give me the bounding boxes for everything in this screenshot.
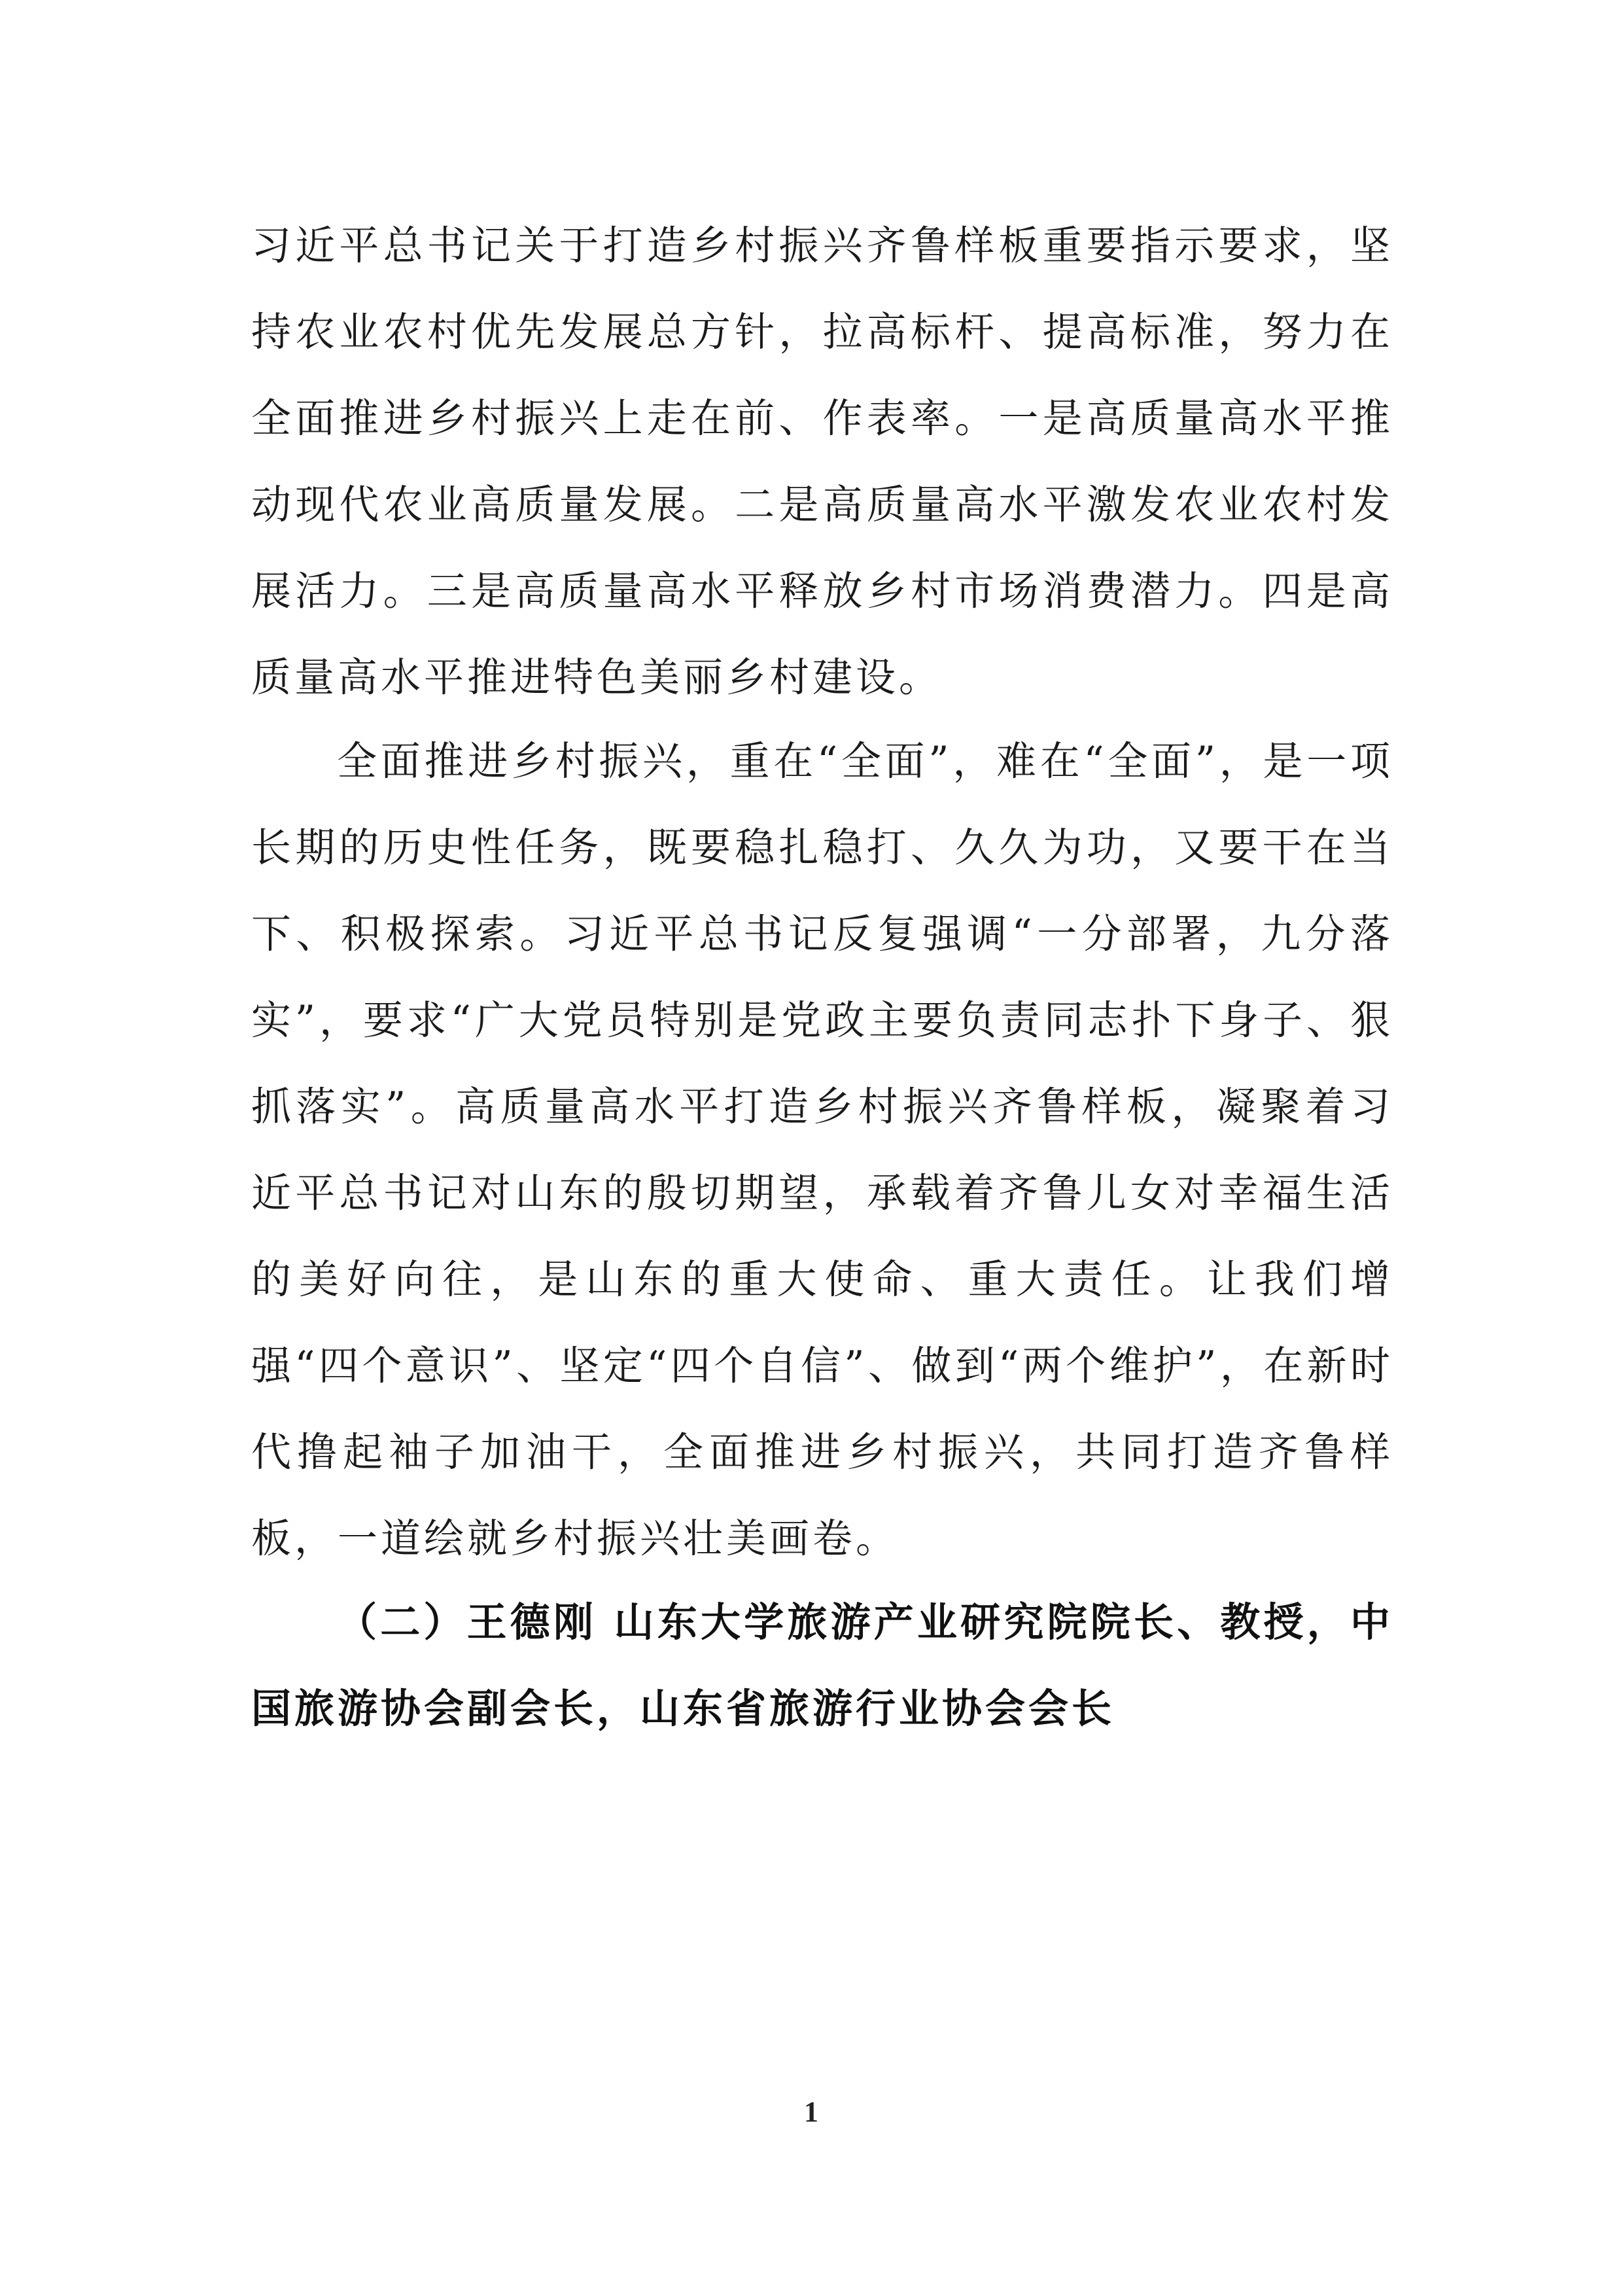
body-paragraph-1: 习近平总书记关于打造乡村振兴齐鲁样板重要指示要求，坚持农业农村优先发展总方针，拉高标杆、提高标准，努力在全面推进乡村振兴上走在前、作表率。一是高质量高水平推动现代农业高质量发展。二是高质量高水平激发农业农村发展活力。三是高质量高水平释放乡村市场消费潜力。四是高质量高水平推进特色美丽乡村建设。 [251,222,1393,701]
body-paragraph-2: 全面推进乡村振兴，重在“全面”，难在“全面”，是一项长期的历史性任务，既要稳扎稳打、久久为功，又要干在当下、积极探索。习近平总书记反复强调“一分部署，九分落实”，要求“广大党员特别是党政主要负责同志扑下身子、狠抓落实”。高质量高水平打造乡村振兴齐鲁样板，凝聚着习近平总书记对山东的殷切期望，承载着齐鲁儿女对幸福生活的美好向往，是山东的重大使命、重大责任。让我们增强“四个意识”、坚定“四个自信”、做到“两个维护”，在新时代撸起袖子加油干，全面推进乡村振兴，共同打造齐鲁样板，一道绘就乡村振兴壮美画卷。 [251,738,1393,1562]
page-number: 1 [804,2096,818,2128]
section-heading: （二）王德刚 山东大学旅游产业研究院院长、教授，中国旅游协会副会长，山东省旅游行业协会会长 [251,1599,1393,1732]
